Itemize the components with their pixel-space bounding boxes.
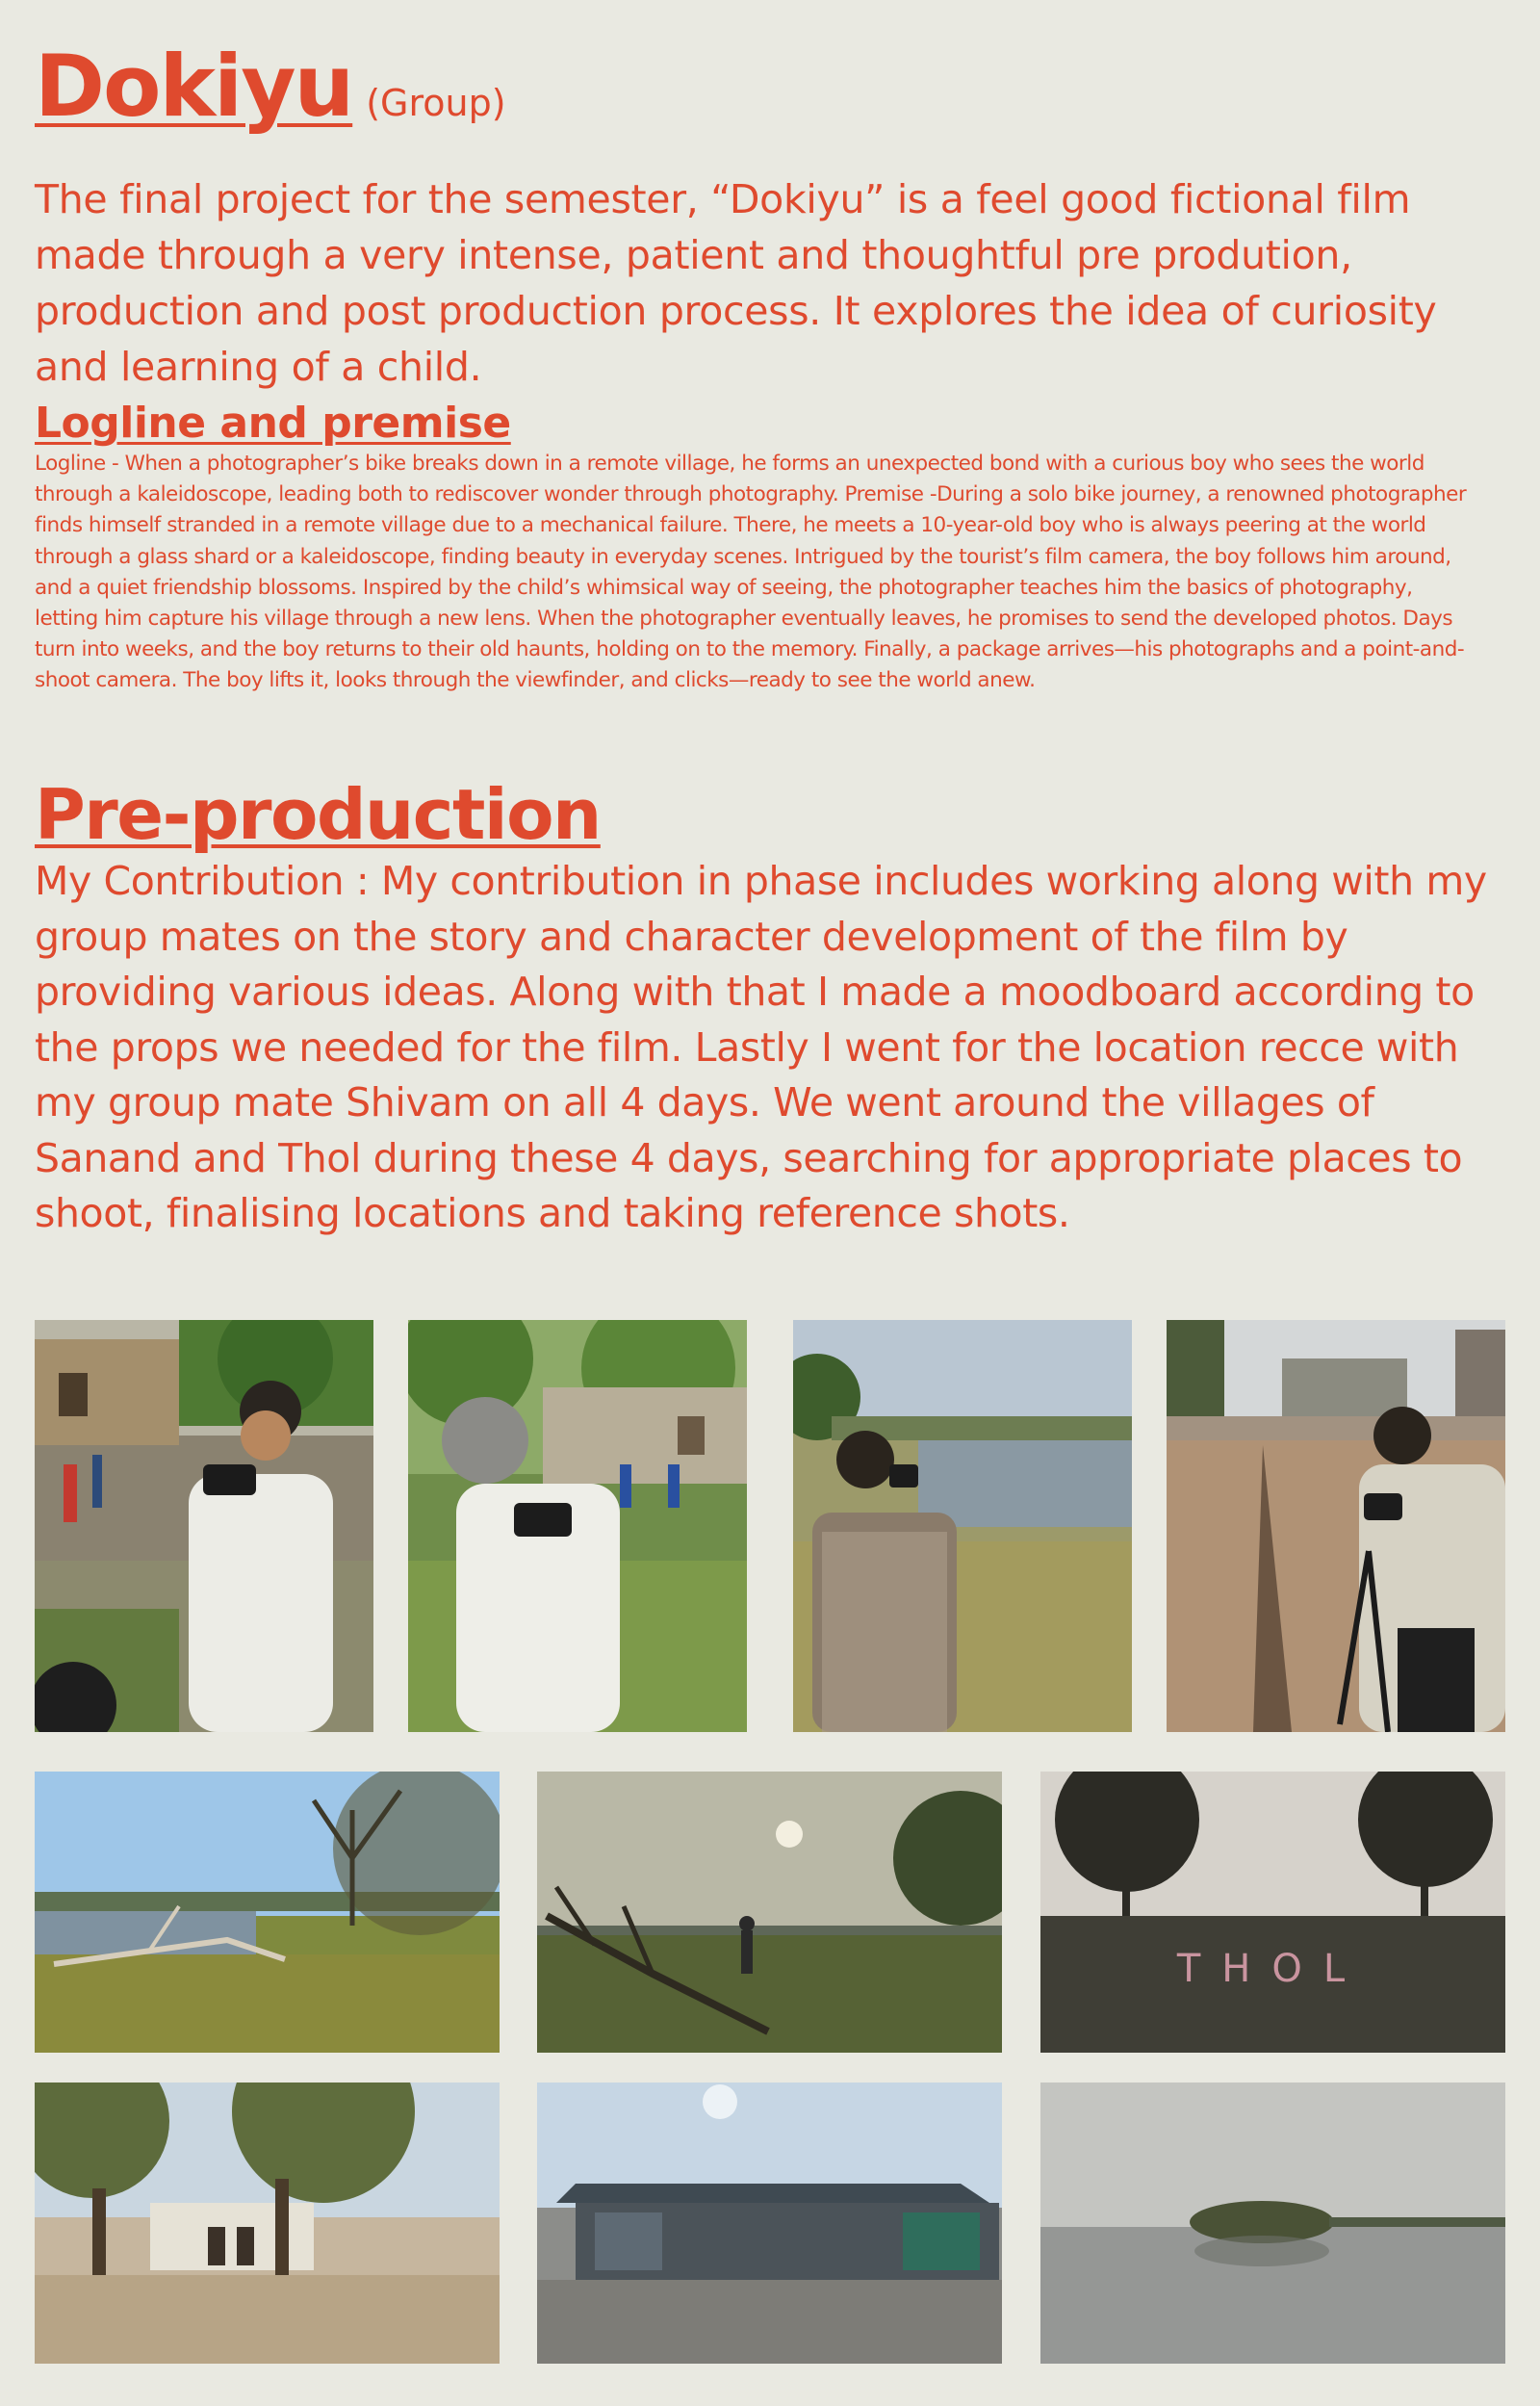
photo-roadside-shed — [537, 2083, 1002, 2364]
logline-body: Logline - When a photographer’s bike breaks down in a remote village, he forms an unexpected bond with a curious boy who sees the world through a kaleidoscope, leading both to rediscover wonder through photography. Premise -During a solo bike journey, a renowned photographer finds himself stranded in a remote village due to a mechanical failure. There, he meets a 10-year-old boy who is always peering at the world through a glass shard or a kaleidoscope, finding beauty in everyday scenes. Intrigued by the tourist’s film camera, the boy follows him around, and a quiet friendship blossoms. Inspired by the child’s whimsical way of seeing, the photographer teaches him the basics of photography, letting him capture his village through a new lens. When the photographer eventually leaves, he promises to send the developed photos. Days turn into weeks, and the boy returns to their old haunts, holding on to the memory. Finally, a package arrives—his photographs and a point-and-shoot camera. The boy lifts it, looks through the viewfinder, and clicks—ready to see the world anew. — [35, 452, 1467, 693]
title-row — [35, 37, 506, 136]
logline-heading: Logline and premise — [35, 399, 511, 448]
photo-grey-hair-photographer — [408, 1320, 747, 1732]
preproduction-heading: Pre-production — [35, 774, 601, 855]
photo-thol-sign — [1040, 1772, 1505, 2053]
photo-island-lake — [1040, 2083, 1505, 2364]
photo-school-photographer — [35, 1320, 373, 1732]
photo-village-house — [35, 2083, 500, 2364]
page-subtitle: (Group) — [366, 82, 506, 124]
page-title: Dokiyu — [35, 37, 353, 136]
photo-riverbank-photographer — [793, 1320, 1132, 1732]
contribution-paragraph: My Contribution : My contribution in phase includes working along with my group mates on the story and character development of the film by providing various ideas. Along with that I made a moodboard according to the props we needed for the film. Lastly I went for the location recce with my group mate Shivam on all 4 days. We went around the villages of Sanand and Thol during these 4 days, searching for appropriate places to shoot, finalising locations and taking reference shots. — [35, 858, 1487, 1236]
photo-fallen-branch-lake — [35, 1772, 500, 2053]
photo-tripod-photographer — [1167, 1320, 1505, 1732]
thol-sign-text: THOL — [1176, 1947, 1367, 1991]
intro-paragraph: The final project for the semester, “Dokiyu” is a feel good fictional film made through a very intense, patient and thoughtful pre prodution, production and post production process. It explores the idea of curiosity and learning of a child. — [35, 176, 1437, 390]
photo-sunset-walker — [537, 1772, 1002, 2053]
